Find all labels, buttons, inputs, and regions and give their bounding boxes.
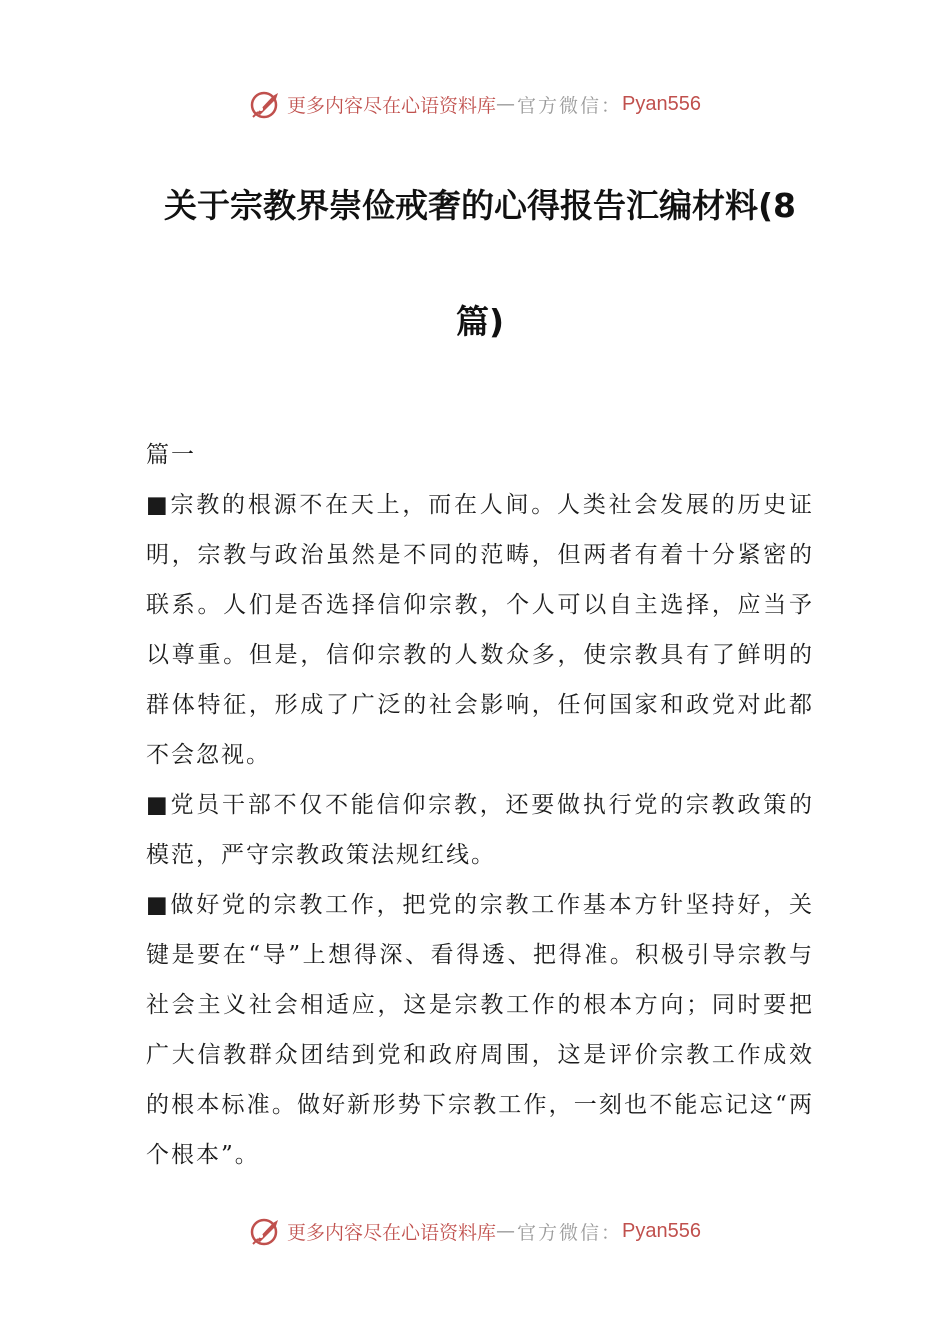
document-body xyxy=(146,430,814,1180)
footer-wechat-id: Pyan556 xyxy=(622,1219,701,1242)
footer-banner xyxy=(0,1211,950,1251)
footer-main-text: 更多内容尽在心语资料库 xyxy=(287,1221,497,1244)
paragraph-3: ■做好党的宗教工作，把党的宗教工作基本方针坚持好，关键是要在“导”上想得深、看得透、把得准。积极引导宗教与社会主义社会相适应，这是宗教工作的根本方向；同时要把广大信教群众团结到党和政府周围，这是评价宗教工作成效的根本标准。做好新形势下宗教工作，一刻也不能忘记这“两个根本”。 xyxy=(146,892,814,1168)
document-title: 关于宗教界崇俭戒奢的心得报告汇编材料(8篇) xyxy=(163,186,797,341)
pen-nib-logo-icon xyxy=(249,1214,283,1248)
banner-sub-text: 官方微信： xyxy=(517,94,623,117)
banner-separator: — xyxy=(496,93,518,115)
footer-separator: — xyxy=(496,1220,518,1242)
footer-sub-text: 官方微信： xyxy=(517,1221,623,1244)
section-label: 篇一 xyxy=(146,442,196,468)
paragraph-1: ■宗教的根源不在天上，而在人间。人类社会发展的历史证明，宗教与政治虽然是不同的范畴，但两者有着十分紧密的联系。人们是否选择信仰宗教，个人可以自主选择，应当予以尊重。但是，信仰宗教的人数众多，使宗教具有了鲜明的群体特征，形成了广泛的社会影响，任何国家和政党对此都不会忽视。 xyxy=(146,492,814,768)
pen-nib-logo-icon xyxy=(249,87,283,121)
banner-wechat-id: Pyan556 xyxy=(622,92,701,115)
paragraph-2: ■党员干部不仅不能信仰宗教，还要做执行党的宗教政策的模范，严守宗教政策法规红线。 xyxy=(146,792,814,868)
banner-main-text: 更多内容尽在心语资料库 xyxy=(287,94,497,117)
header-banner xyxy=(0,84,950,124)
